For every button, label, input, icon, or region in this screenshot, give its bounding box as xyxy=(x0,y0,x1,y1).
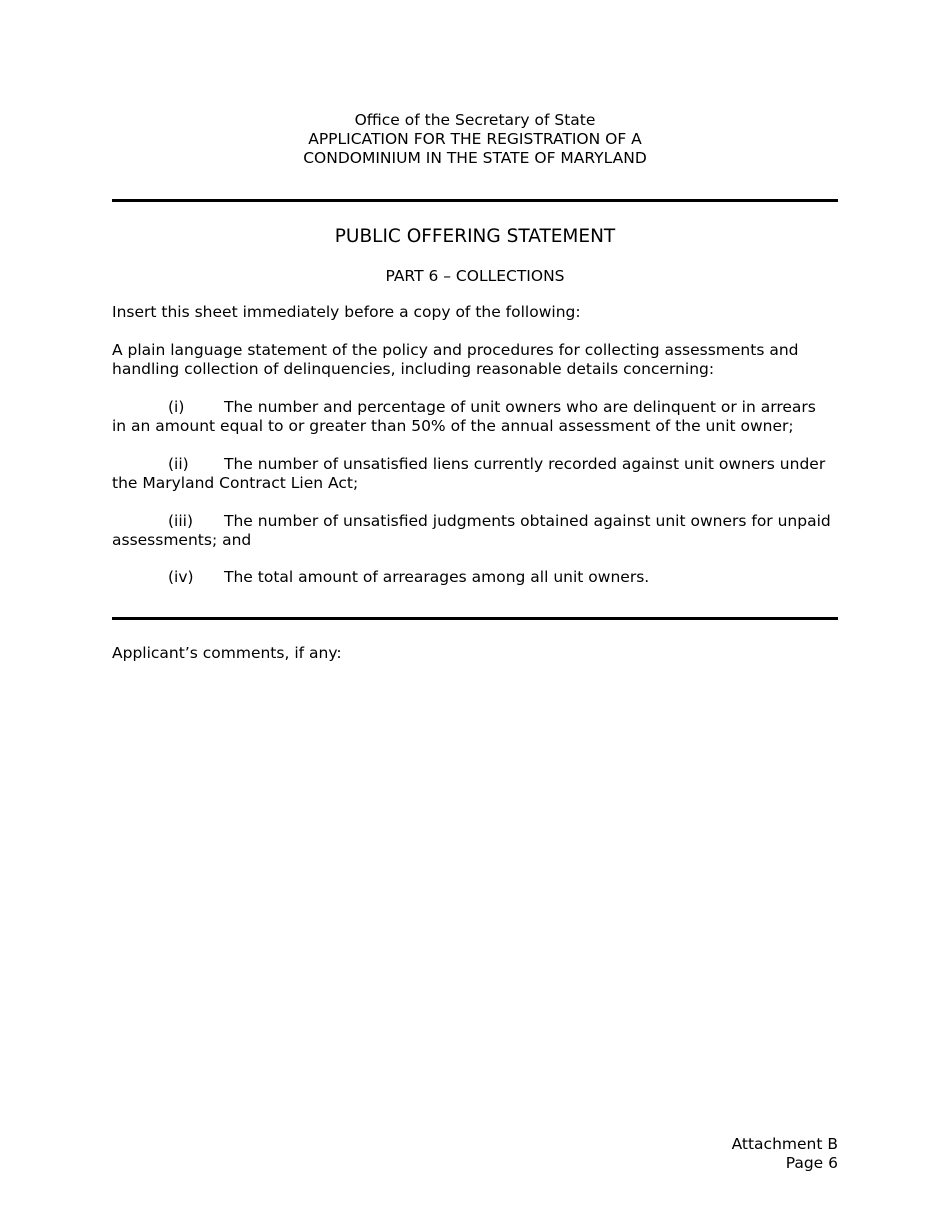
bottom-divider xyxy=(112,617,838,620)
list-item-text: The number of unsatisfied liens currently recorded against unit owners under xyxy=(224,455,826,473)
document-header xyxy=(112,111,838,168)
header-application: APPLICATION FOR THE REGISTRATION OF A xyxy=(308,130,642,148)
intro-paragraph: A plain language statement of the policy and procedures for collecting assessments and handling collection of delinquencies, including reasonable details concerning: xyxy=(112,341,799,378)
list-item-text-continued: the Maryland Contract Lien Act; xyxy=(112,474,359,492)
list-item-number: (i) xyxy=(168,398,185,416)
top-divider xyxy=(112,199,838,202)
page-number: Page 6 xyxy=(785,1154,838,1172)
list-item xyxy=(112,398,838,436)
list-item-number: (ii) xyxy=(168,455,189,473)
comments-label: Applicant’s comments, if any: xyxy=(112,644,342,662)
list-item-text-continued: in an amount equal to or greater than 50% of the annual assessment of the unit owner; xyxy=(112,417,794,435)
header-office: Office of the Secretary of State xyxy=(354,111,596,129)
document-page xyxy=(112,0,838,1230)
page-footer xyxy=(732,1135,838,1173)
list-item-text: The total amount of arrearages among all unit owners. xyxy=(224,568,650,586)
attachment-label: Attachment B xyxy=(731,1135,838,1153)
list-item-number: (iii) xyxy=(168,512,194,530)
list-item-number: (iv) xyxy=(168,568,194,586)
page-title: PUBLIC OFFERING STATEMENT xyxy=(334,226,616,247)
list-item xyxy=(112,455,838,493)
list-item-text: The number and percentage of unit owners who are delinquent or in arrears xyxy=(224,398,816,416)
list-item xyxy=(112,568,838,587)
list-item-text: The number of unsatisfied judgments obtained against unit owners for unpaid xyxy=(224,512,831,530)
header-condominium: CONDOMINIUM IN THE STATE OF MARYLAND xyxy=(303,149,647,167)
list-item-text-continued: assessments; and xyxy=(112,531,252,549)
instruction-text: Insert this sheet immediately before a copy of the following: xyxy=(112,303,581,321)
section-subtitle: PART 6 – COLLECTIONS xyxy=(385,267,565,285)
list-item xyxy=(112,512,838,550)
